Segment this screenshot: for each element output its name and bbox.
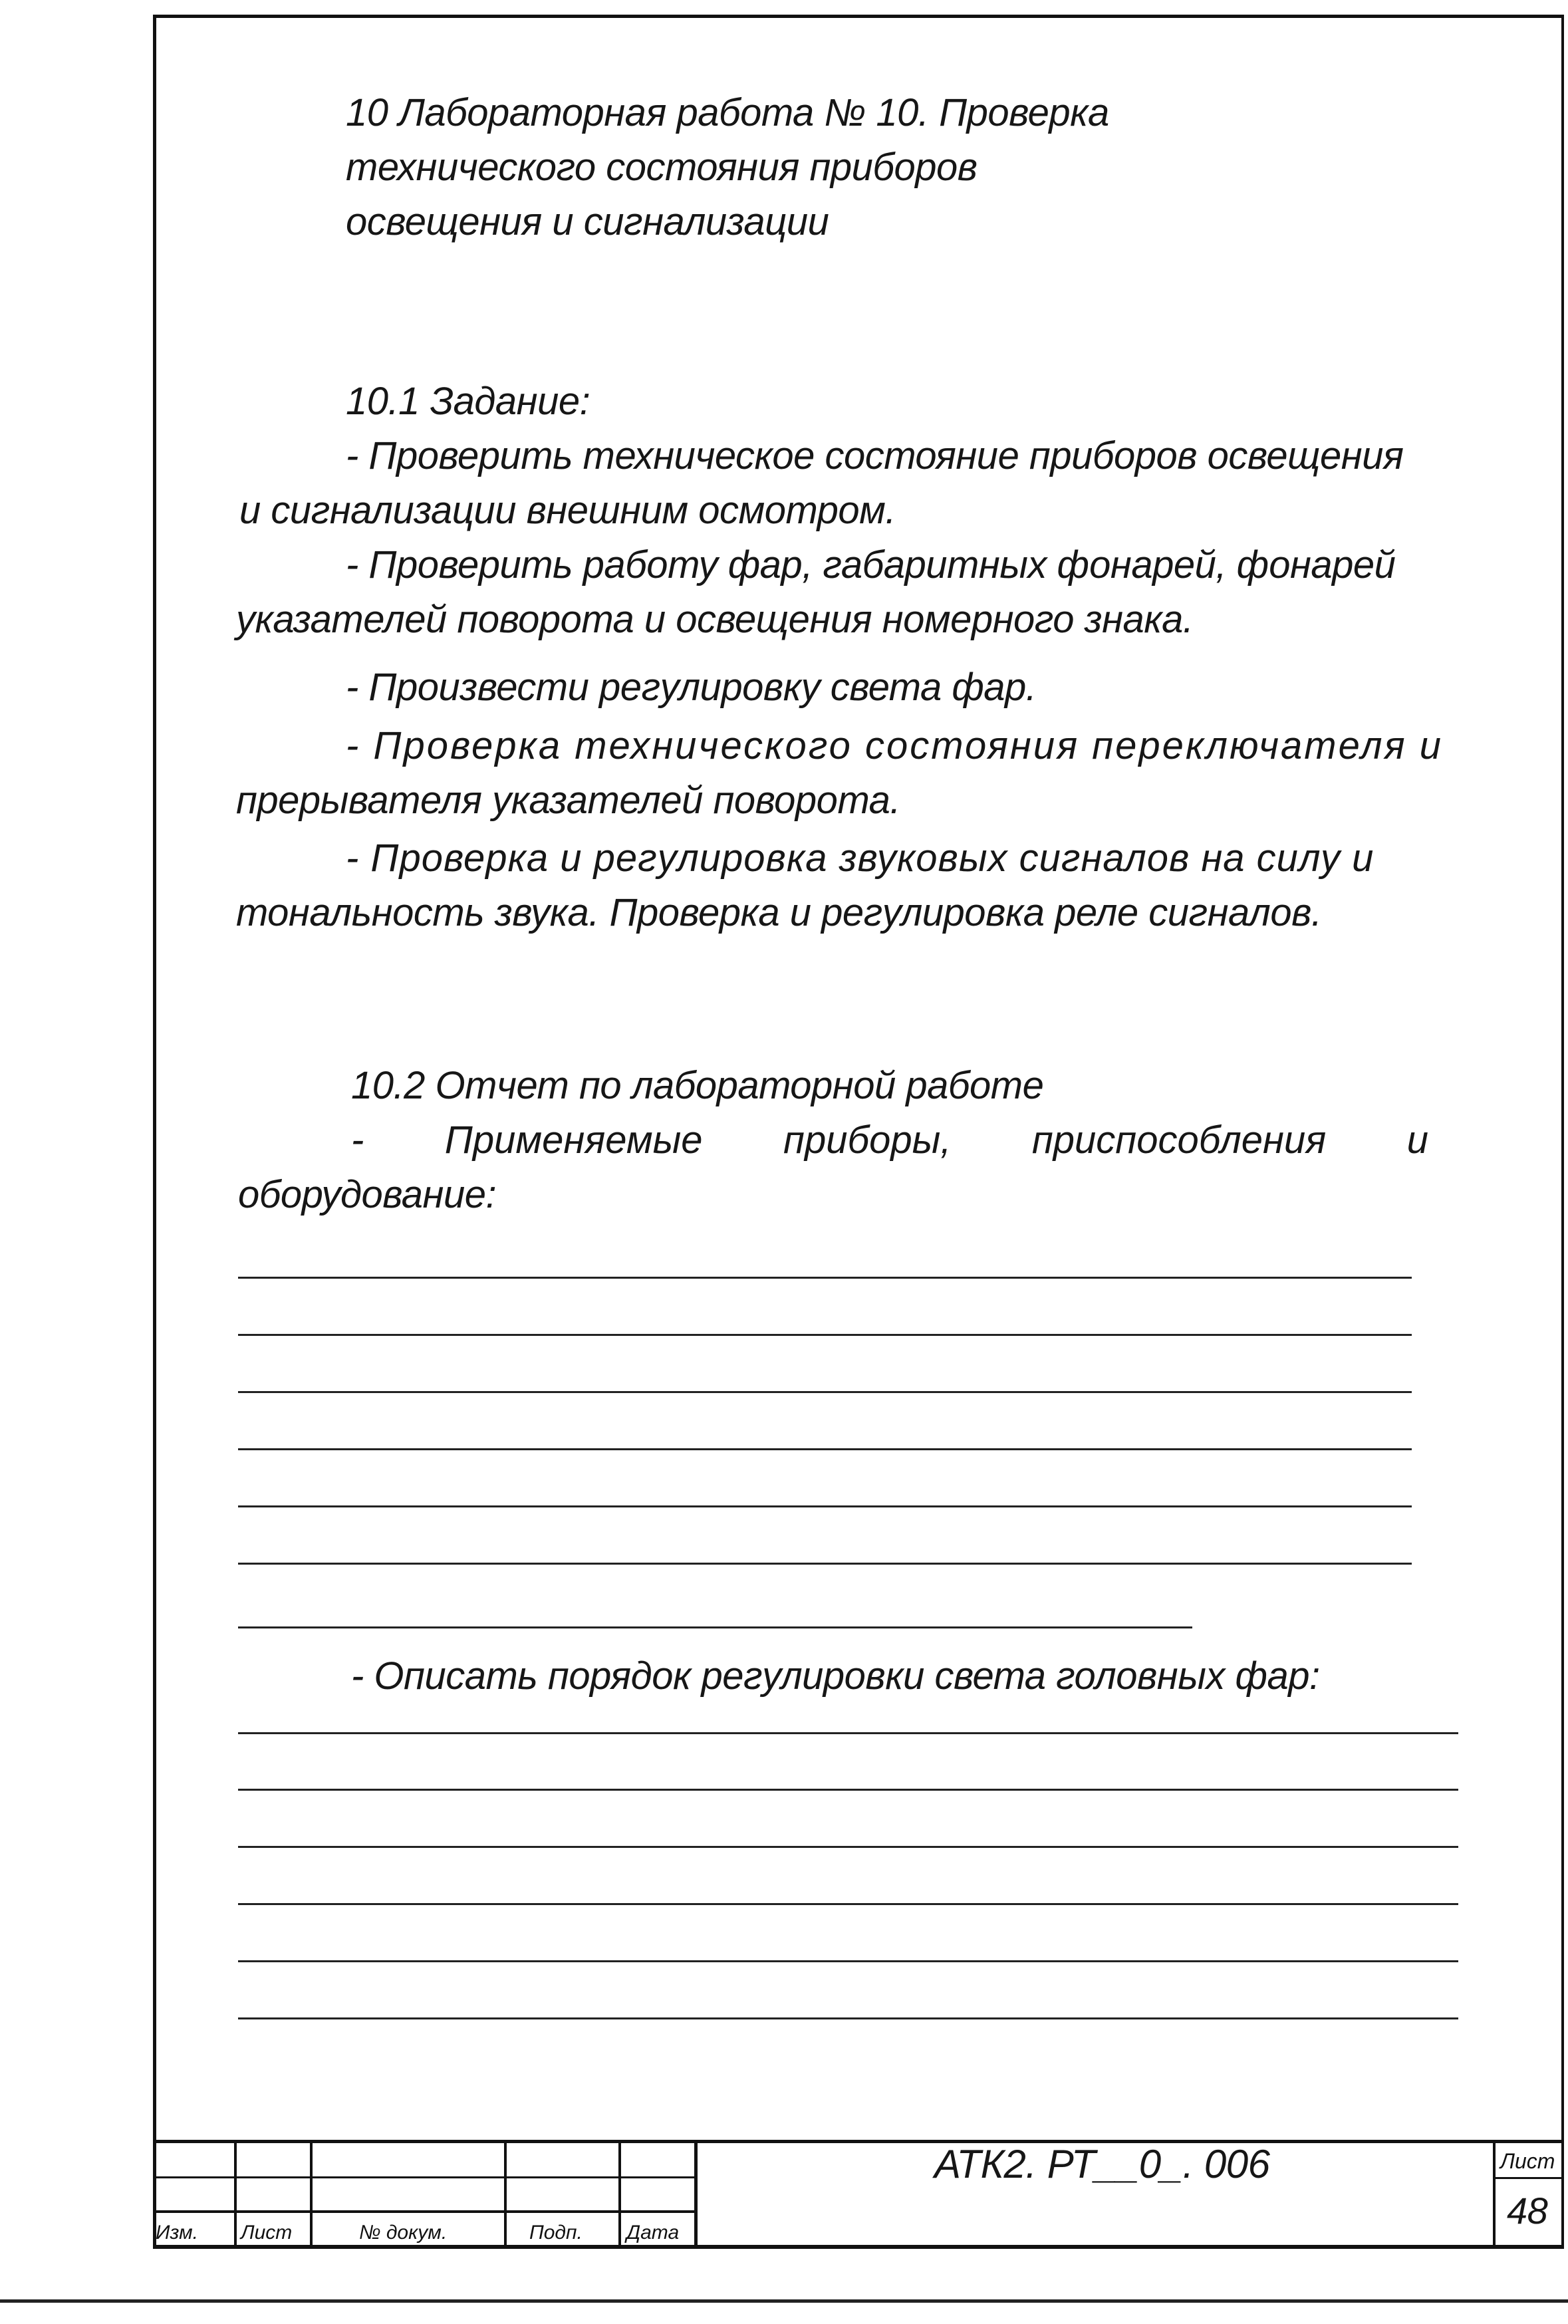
- headlight-answer-line[interactable]: [238, 1732, 1458, 1734]
- headlight-answer-line[interactable]: [238, 1846, 1458, 1848]
- headlight-prompt: - Описать порядок регулировки света головных фар:: [351, 1654, 1320, 1698]
- task-item-2-line-1: - Проверить работу фар, габаритных фонарей, фонарей: [346, 543, 1396, 586]
- equipment-answer-line[interactable]: [238, 1391, 1412, 1393]
- equipment-answer-line[interactable]: [238, 1563, 1412, 1565]
- task-item-2-line-2: указателей поворота и освещения номерного знака.: [236, 598, 1194, 641]
- equipment-word: -: [351, 1118, 364, 1162]
- task-heading: 10.1 Задание:: [346, 380, 590, 423]
- task-item-1-line-2: и сигнализации внешним осмотром.: [239, 489, 896, 532]
- report-heading: 10.2 Отчет по лабораторной работе: [351, 1064, 1044, 1107]
- equipment-answer-line[interactable]: [238, 1626, 1192, 1628]
- equipment-answer-line[interactable]: [238, 1505, 1412, 1507]
- task-item-5-line-2: тональность звука. Проверка и регулировка реле сигналов.: [236, 891, 1322, 934]
- task-item-1-line-1: - Проверить техническое состояние приборов освещения: [346, 434, 1404, 477]
- title-line-2: технического состояния приборов: [346, 146, 978, 189]
- equipment-answer-line[interactable]: [238, 1448, 1412, 1450]
- task-item-4-line-1: - Проверка технического состояния переключателя и: [346, 724, 1443, 767]
- task-item-3-line-1: - Произвести регулировку света фар.: [346, 666, 1037, 709]
- sheet-number: 48: [1507, 2190, 1548, 2232]
- task-item-5-line-1: - Проверка и регулировка звуковых сигналов на силу и: [346, 837, 1374, 880]
- equipment-line-2: оборудование:: [238, 1173, 497, 1216]
- equipment-word: и: [1406, 1118, 1428, 1162]
- equipment-answer-line[interactable]: [238, 1334, 1412, 1336]
- col-label-date: Дата: [626, 2222, 680, 2244]
- equipment-word: приборы,: [783, 1118, 952, 1162]
- equipment-word: Применяемые: [444, 1118, 703, 1162]
- title-line-1: 10 Лабораторная работа № 10. Проверка: [346, 91, 1109, 134]
- task-item-4-line-2: прерывателя указателей поворота.: [236, 779, 900, 822]
- headlight-answer-line[interactable]: [238, 1903, 1458, 1905]
- equipment-answer-line[interactable]: [238, 1277, 1412, 1279]
- col-label-izm: Изм.: [156, 2222, 198, 2244]
- col-label-list: Лист: [241, 2222, 293, 2244]
- bottom-rule: [0, 2299, 1568, 2303]
- document-code: АТК2. РТ__0_. 006: [934, 2142, 1270, 2186]
- equipment-line-1: [351, 1116, 1428, 1165]
- headlight-answer-line[interactable]: [238, 1789, 1458, 1791]
- headlight-answer-line[interactable]: [238, 2017, 1458, 2019]
- sheet-label: Лист: [1500, 2149, 1555, 2173]
- col-label-signature: Подп.: [529, 2222, 583, 2244]
- col-label-doc-number: № докум.: [359, 2222, 448, 2244]
- title-line-3: освещения и сигнализации: [346, 200, 829, 243]
- equipment-word: приспособления: [1031, 1118, 1327, 1162]
- headlight-answer-line[interactable]: [238, 1960, 1458, 1962]
